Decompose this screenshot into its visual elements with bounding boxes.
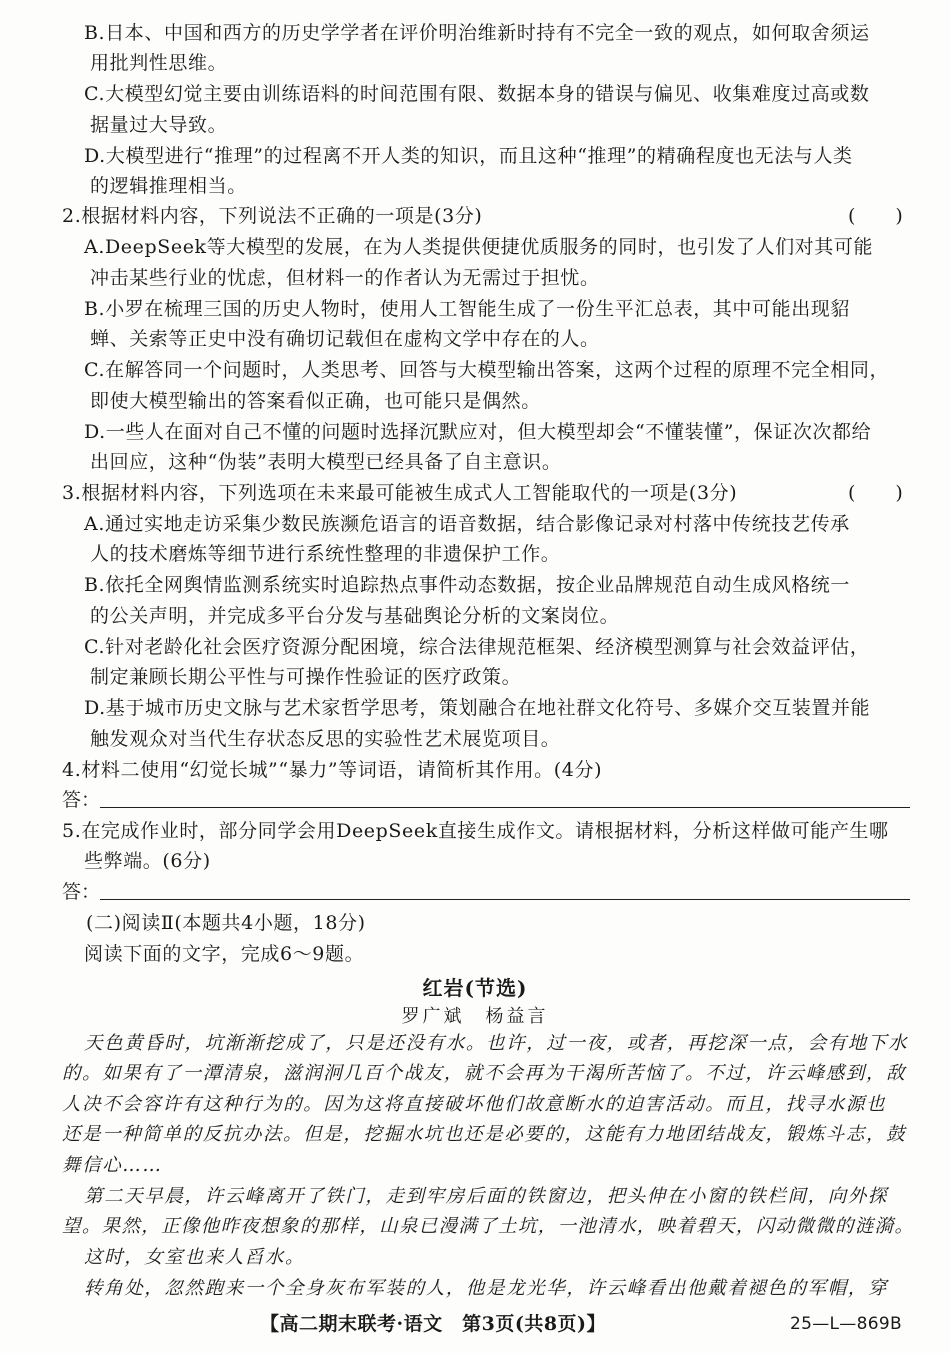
section-instruction: 阅读下面的文字，完成6～9题。 (84, 943, 365, 965)
footer-exam-code: 25—L—869B (790, 1314, 902, 1334)
q2-option-a-line1: A.DeepSeek等大模型的发展，在为人类提供便捷优质服务的同时，也引发了人们对其可能 (84, 236, 874, 258)
q1-option-d-line1: D.大模型进行“推理”的过程离不开人类的知识，而且这种“推理”的精确程度也无法与人类 (84, 145, 853, 167)
q3-option-b-line1: B.依托全网舆情监测系统实时追踪热点事件动态数据，按企业品牌规范自动生成风格统一 (84, 574, 851, 596)
passage-line: 舞信心…… (62, 1155, 163, 1176)
q2-option-c-line1: C.在解答同一个问题时，人类思考、回答与大模型输出答案，这两个过程的原理不完全相同， (84, 359, 890, 381)
passage-line: 人决不会容许有这种行为的。因为这将直接破坏他们故意断水的迫害活动。而且，找寻水源也 (62, 1094, 887, 1115)
q1-option-b-line1: B.日本、中国和西方的历史学学者在评价明治维新时持有不完全一致的观点，如何取舍须运 (84, 22, 870, 44)
passage-line: 第二天早晨，许云峰离开了铁门，走到牢房后面的铁窗边，把头伸在小窗的铁栏间，向外探 (84, 1186, 889, 1207)
q4-stem: 4.材料二使用“幻觉长城”“暴力”等词语，请简析其作用。(4分) (62, 759, 603, 781)
passage-line: 还是一种简单的反抗办法。但是，挖掘水坑也还是必要的，这能有力地团结战友，锻炼斗志，鼓 (62, 1124, 907, 1145)
passage-line: 这时，女室也来人舀水。 (84, 1247, 306, 1268)
q2-answer-paren: () (848, 205, 943, 227)
q3-option-b-line2: 的公关声明，并完成多平台分发与基础舆论分析的文案岗位。 (90, 605, 620, 627)
q2-option-d-line2: 出回应，这种“伪装”表明大模型已经具备了自主意识。 (90, 451, 562, 473)
q3-option-a-line2: 人的技术磨炼等细节进行系统性整理的非遗保护工作。 (90, 543, 561, 565)
q2-option-b-line2: 蝉、关索等正史中没有确切记载但在虚构文学中存在的人。 (90, 328, 600, 350)
q3-answer-paren: () (848, 482, 943, 504)
section-heading: (二)阅读Ⅱ(本题共4小题，18分) (86, 912, 366, 934)
q5-stem-line1: 5.在完成作业时，部分同学会用DeepSeek直接生成作文。请根据材料，分析这样做可能产生哪 (62, 820, 889, 842)
q5-answer-label: 答： (62, 881, 101, 903)
text-authors: 罗广斌 杨益言 (401, 1006, 549, 1027)
passage-line: 望。果然，正像他昨夜想象的那样，山泉已漫满了土坑，一池清水，映着碧天，闪动微微的涟漪。 (62, 1216, 915, 1237)
passage-line: 的。如果有了一潭清泉，滋润泂几百个战友，就不会再为干渴所苦恼了。不过，许云峰感到，敌 (62, 1063, 907, 1084)
q1-option-c-line1: C.大模型幻觉主要由训练语料的时间范围有限、数据本身的错误与偏见、收集难度过高或数 (84, 83, 870, 105)
passage-line: 转角处，忽然跑来一个全身灰布军装的人，他是龙光华，许云峰看出他戴着褪色的军帽，穿 (84, 1278, 889, 1299)
q3-option-c-line2: 制定兼顾长期公平性与可操作性验证的医疗政策。 (90, 666, 522, 688)
q1-option-d-line2: 的逻辑推理相当。 (90, 175, 247, 197)
q2-option-b-line1: B.小罗在梳理三国的历史人物时，使用人工智能生成了一份生平汇总表，其中可能出现貂 (84, 298, 851, 320)
footer-page-info: 【高二期末联考·语文 第3页(共8页)】 (260, 1313, 607, 1335)
q3-option-d-line2: 触发观众对当代生存状态反思的实验性艺术展览项目。 (90, 728, 561, 750)
q2-option-d-line1: D.一些人在面对自己不懂的问题时选择沉默应对，但大模型却会“不懂装懂”，保证次次都给 (84, 421, 872, 443)
q1-option-b-line2: 用批判性思维。 (90, 52, 228, 74)
q5-answer-line[interactable] (100, 899, 910, 900)
q4-answer-line[interactable] (100, 807, 910, 808)
q2-stem: 2.根据材料内容，下列说法不正确的一项是(3分) (62, 205, 483, 227)
passage-line: 天色黄昏时，坑渐渐挖成了，只是还没有水。也许，过一夜，或者，再挖深一点，会有地下水 (84, 1033, 909, 1054)
q3-option-c-line1: C.针对老龄化社会医疗资源分配困境，综合法律规范框架、经济模型测算与社会效益评估， (84, 636, 870, 658)
q3-stem: 3.根据材料内容，下列选项在未来最可能被生成式人工智能取代的一项是(3分) (62, 482, 738, 504)
q3-option-d-line1: D.基于城市历史文脉与艺术家哲学思考，策划融合在地社群文化符号、多媒介交互装置并能 (84, 697, 871, 719)
q2-option-a-line2: 冲击某些行业的忧虑，但材料一的作者认为无需过于担忧。 (90, 267, 600, 289)
q3-option-a-line1: A.通过实地走访采集少数民族濒危语言的语音数据，结合影像记录对村落中传统技艺传承 (84, 513, 850, 535)
q5-stem-line2: 些弊端。(6分) (84, 850, 211, 872)
text-title: 红岩(节选) (422, 976, 528, 1000)
q1-option-c-line2: 据量过大导致。 (90, 114, 228, 136)
q2-option-c-line2: 即使大模型输出的答案看似正确，也可能只是偶然。 (90, 390, 541, 412)
q4-answer-label: 答： (62, 789, 101, 811)
